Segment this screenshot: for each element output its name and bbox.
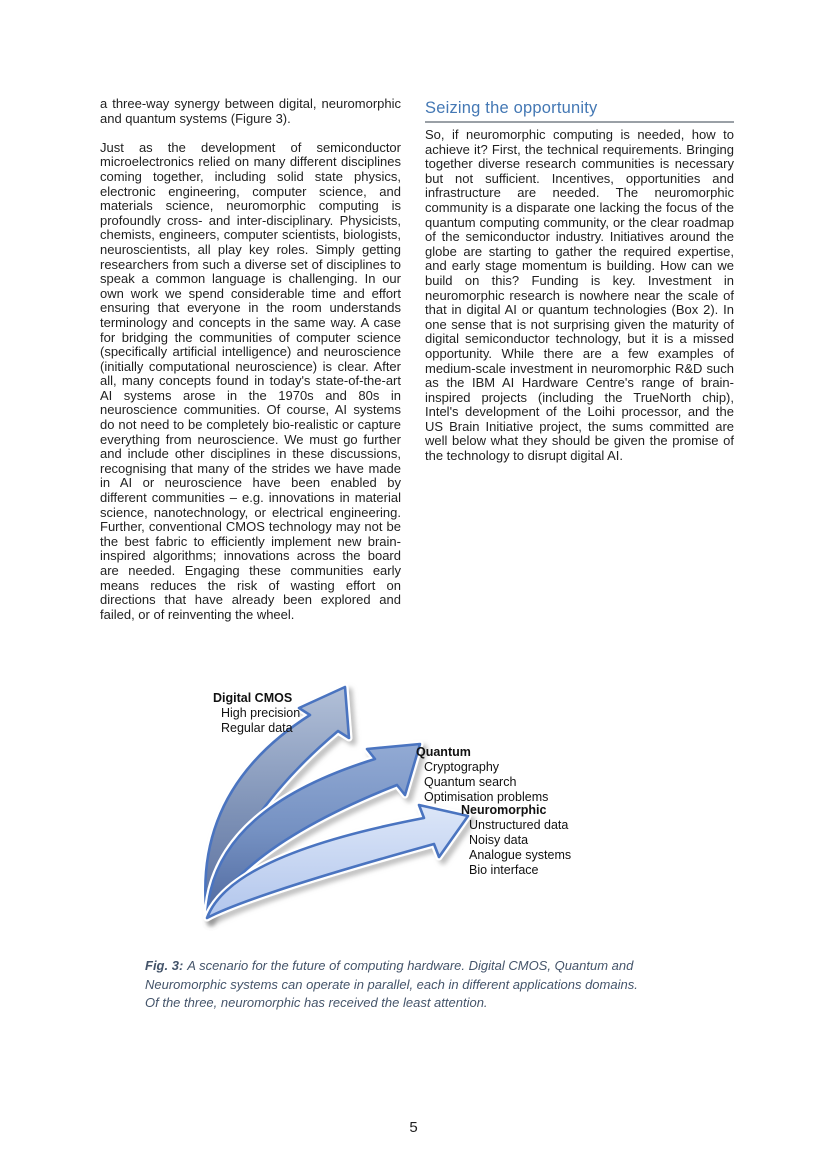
figure-label-item: Unstructured data bbox=[469, 818, 569, 832]
figure-caption bbox=[145, 957, 642, 1013]
figure-caption-label: Fig. 3: bbox=[145, 958, 184, 973]
left-column bbox=[100, 97, 401, 637]
figure-caption-text: A scenario for the future of computing hardware. Digital CMOS, Quantum and Neuromorphic systems can operate in parallel, each in different applications domains. Of the three, neuromorphic has received the least attention. bbox=[145, 958, 638, 1010]
page-number: 5 bbox=[409, 1119, 418, 1136]
paragraph: a three-way synergy between digital, neuromorphic and quantum systems (Figure 3). bbox=[100, 96, 401, 126]
figure-label-item: Optimisation problems bbox=[424, 790, 549, 804]
paragraph: So, if neuromorphic computing is needed, how to achieve it? First, the technical requirements. Bringing together diverse research communities is necessary but not sufficient. Incentives, opportunities and infrastructure are needed. The neuromorphic community is a disparate one lacking the focus of the quantum computing community, or the clear roadmap of the semiconductor industry. Initiatives around the globe are starting to gather the required expertise, and early stage momentum is building. How can we build on this? Funding is key. Investment in neuromorphic research is nowhere near the scale of that in digital AI or quantum technologies (Box 2). In one sense that is not surprising given the maturity of digital semiconductor technology, but it is a missed opportunity. While there are a few examples of medium-scale investment in neuromorphic R&D such as the IBM AI Hardware Centre's range of brain-inspired projects (including the TrueNorth chip), Intel's development of the Loihi processor, and the US Brain Initiative project, the sums committed are well below what they should be given the promise of the technology to disrupt digital AI. bbox=[425, 127, 734, 464]
figure-label-item: Analogue systems bbox=[469, 848, 572, 862]
figure-label-title: Neuromorphic bbox=[461, 803, 547, 817]
figure-label-title: Quantum bbox=[416, 745, 471, 759]
figure-label-item: Regular data bbox=[221, 721, 293, 735]
paragraph: Just as the development of semiconductor microelectronics relied on many different disciplines coming together, including solid state physics, electronic engineering, computer science, and materials science, neuromorphic computing is profoundly cross- and inter-disciplinary. Physicists, chemists, engineers, computer scientists, biologists, neuroscientists, all play key roles. Simply getting researchers from such a diverse set of disciplines to speak a common language is challenging. In our own work we spend considerable time and effort ensuring that everyone in the room understands terminology and concepts in the same way. A case for bridging the communities of computer science (specifically artificial intelligence) and neuroscience (initially computational neuroscience) is clear. After all, many concepts found in today's state-of-the-art AI systems arose in the 1970s and 80s in neuroscience communities. Of course, AI systems do not need to be completely bio-realistic or capture everything from neuroscience. We must go further and include other disciplines in these discussions, recognising that many of the strides we have made in AI or neuroscience have been enabled by different communities – e.g. innovations in material science, nanotechnology, or electrical engineering. Further, conventional CMOS technology may not be the best fabric to efficiently implement new brain-inspired algorithms; innovations across the board are needed. Engaging these communities early means reduces the risk of wasting effort on directions that have already been explored and failed, or of reinventing the wheel. bbox=[100, 139, 401, 622]
figure-label-digital-cmos bbox=[213, 691, 300, 736]
figure-3-diagram bbox=[150, 660, 690, 990]
figure-label-quantum bbox=[416, 745, 548, 805]
right-column bbox=[425, 99, 734, 478]
section-heading: Seizing the opportunity bbox=[425, 99, 734, 123]
figure-label-item: Cryptography bbox=[424, 760, 500, 774]
figure-label-item: Bio interface bbox=[469, 863, 539, 877]
figure-label-item: Quantum search bbox=[424, 775, 517, 789]
figure-label-neuromorphic bbox=[461, 803, 571, 878]
figure-label-title: Digital CMOS bbox=[213, 691, 293, 705]
figure-label-item: Noisy data bbox=[469, 833, 529, 847]
figure-label-item: High precision bbox=[221, 706, 301, 720]
